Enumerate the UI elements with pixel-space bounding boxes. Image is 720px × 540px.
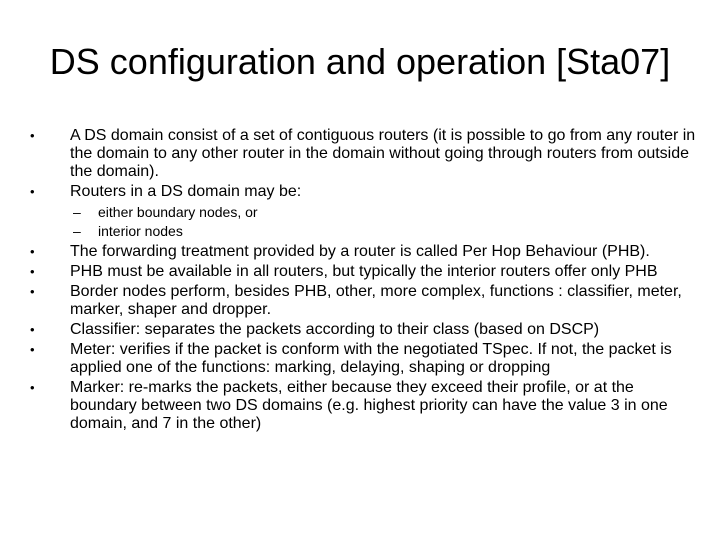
bullet-marker: •	[30, 264, 35, 279]
bullet-item	[24, 283, 704, 319]
bullet-item	[24, 379, 704, 433]
sub-list-container	[24, 203, 704, 241]
sub-bullet-item	[24, 203, 704, 222]
bullet-item	[24, 183, 704, 201]
bullet-item	[24, 321, 704, 339]
bullet-text: Routers in a DS domain may be:	[70, 183, 302, 200]
sub-bullet-marker: –	[73, 223, 81, 239]
bullet-item	[24, 127, 704, 181]
bullet-marker: •	[30, 380, 35, 395]
bullet-marker: •	[30, 284, 35, 299]
sub-bullet-list	[24, 203, 704, 241]
bullet-item	[24, 243, 704, 261]
slide-title: DS configuration and operation [Sta07]	[49, 41, 671, 82]
bullet-marker: •	[30, 322, 35, 337]
bullet-text: PHB must be available in all routers, but typically the interior routers offer only PHB	[70, 263, 658, 280]
bullet-marker: •	[30, 184, 35, 199]
bullet-text: Classifier: separates the packets according to their class (based on DSCP)	[70, 321, 600, 338]
bullet-text: Meter: verifies if the packet is conform with the negotiated TSpec. If not, the packet is applied one of the functions: marking, delaying, shaping or dropping	[70, 341, 672, 376]
bullet-marker: •	[30, 128, 35, 143]
sub-bullet-item	[24, 222, 704, 241]
sub-bullet-marker: –	[73, 204, 81, 220]
bullet-text: A DS domain consist of a set of contiguous routers (it is possible to go from any router in the domain to any other router in the domain without going through routers from outside the domain).	[70, 127, 696, 180]
bullet-text: Marker: re-marks the packets, either because they exceed their profile, or at the boundary between two DS domains (e.g. highest priority can have the value 3 in one domain, and 7 in the other)	[70, 379, 668, 432]
sub-bullet-text: either boundary nodes, or	[98, 204, 258, 220]
sub-bullet-text: interior nodes	[98, 223, 183, 239]
bullet-marker: •	[30, 244, 35, 259]
bullet-marker: •	[30, 342, 35, 357]
bullet-text: The forwarding treatment provided by a router is called Per Hop Behaviour (PHB).	[70, 243, 650, 260]
bullet-item	[24, 341, 704, 377]
bullet-item	[24, 263, 704, 281]
bullet-list	[24, 127, 704, 435]
bullet-text: Border nodes perform, besides PHB, other, more complex, functions : classifier, meter, marker, shaper and dropper.	[70, 283, 682, 318]
